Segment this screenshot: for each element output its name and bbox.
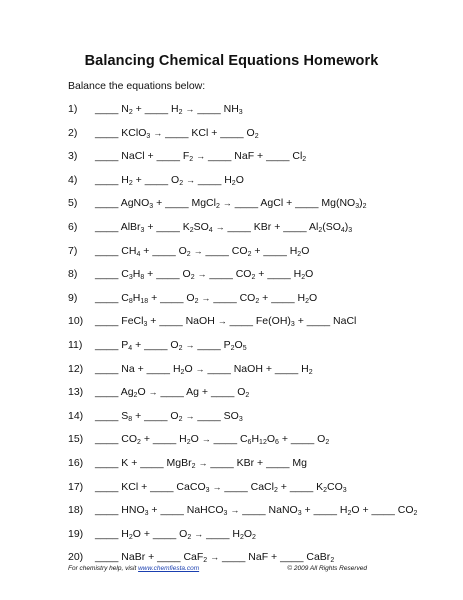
equation-number: 10) xyxy=(68,315,84,328)
equation-text: ____ $C_3H_8$ + ____ $O_2$ → ____ $CO_2$ + ____ $H_2O$ xyxy=(95,268,314,282)
equation-row xyxy=(0,101,463,117)
equation-number: 20) xyxy=(68,551,84,564)
yield-arrow-icon: → xyxy=(195,363,205,374)
equation-text: ____ NaCl + ____ $F_2$ → ____ NaF + ____ $Cl_2$ xyxy=(95,150,307,164)
equation-text: ____ $CO_2$ + ____ $H_2O$ → ____ $C_6H_{12}O_6$ + ____ $O_2$ xyxy=(95,433,330,447)
footer-help-link[interactable]: www.chemfiesta.com xyxy=(138,565,200,572)
equation-row xyxy=(0,479,463,495)
equation-text: ____ AgNO$_3$ + ____ MgCl$_2$ → ____ AgCl + ____ $Mg(NO_3)_2$ xyxy=(95,197,367,211)
equation-row xyxy=(0,290,463,306)
footer-copyright: © 2009 All Rights Reserved xyxy=(287,565,367,572)
yield-arrow-icon: → xyxy=(210,552,220,563)
equation-text: ____ $Ag_2O$ → ____ Ag + ____ $O_2$ xyxy=(95,386,250,400)
equation-number: 16) xyxy=(68,457,84,469)
equation-row xyxy=(0,361,463,377)
equation-text: ____ FeCl$_3$ + ____ NaOH → ____ $Fe(OH)_3$ + ____ NaCl xyxy=(95,315,357,329)
equation-text: ____ $H_2$ + ____ $O_2$ → ____ $H_2O$ xyxy=(95,173,244,187)
yield-arrow-icon: → xyxy=(215,222,225,232)
equation-row xyxy=(0,125,463,141)
equation-row xyxy=(0,266,463,282)
equation-text: ____ $S_8$ + ____ $O_2$ → ____ $SO_3$ xyxy=(95,409,243,423)
footer-help xyxy=(68,565,199,572)
footer-help-prefix: For chemistry help, visit xyxy=(68,565,139,572)
equation-number: 13) xyxy=(68,386,84,399)
yield-arrow-icon: → xyxy=(222,198,232,209)
equation-number: 12) xyxy=(68,362,84,375)
yield-arrow-icon: → xyxy=(194,528,204,539)
yield-arrow-icon: → xyxy=(201,434,211,445)
equation-row xyxy=(0,337,463,353)
instructions-text: Balance the equations below: xyxy=(68,80,206,92)
equation-text: ____ $CH_4$ + ____ $O_2$ → ____ $CO_2$ + ____ $H_2O$ xyxy=(95,244,310,258)
equation-number: 9) xyxy=(68,291,78,304)
equation-text: ____ K + ____ MgBr$_2$ → ____ KBr + ____ Mg xyxy=(95,457,307,470)
equation-row xyxy=(0,431,463,447)
equation-number: 11) xyxy=(68,339,83,351)
equation-number: 15) xyxy=(68,433,84,446)
equation-row xyxy=(0,408,463,424)
equation-number: 14) xyxy=(68,409,84,422)
yield-arrow-icon: → xyxy=(148,387,158,398)
equation-row xyxy=(0,148,463,164)
equation-row xyxy=(0,549,463,565)
yield-arrow-icon: → xyxy=(186,174,196,185)
equation-text: ____ $P_4$ + ____ $O_2$ → ____ $P_2O_5$ xyxy=(95,339,247,352)
page-title: Balancing Chemical Equations Homework xyxy=(84,53,379,69)
equation-text: ____ $C_8H_{18}$ + ____ $O_2$ → ____ $CO_2$ + ____ $H_2O$ xyxy=(95,291,318,305)
equation-number: 3) xyxy=(68,150,78,163)
equation-text: ____ KClO$_3$ → ____ KCl + ____ $O_2$ xyxy=(95,126,259,140)
equation-text: ____ NaBr + ____ CaF$_2$ → ____ NaF + ____ CaBr$_2$ xyxy=(95,551,335,565)
equation-row xyxy=(0,195,463,211)
equation-number: 19) xyxy=(68,527,84,540)
equation-text: ____ KCl + ____ CaCO$_3$ → ____ CaCl$_2$ + ____ $K_2CO_3$ xyxy=(95,480,347,494)
equation-row xyxy=(0,172,463,188)
yield-arrow-icon: → xyxy=(153,127,163,138)
equation-number: 1) xyxy=(68,103,78,115)
yield-arrow-icon: → xyxy=(198,458,208,468)
yield-arrow-icon: → xyxy=(185,340,195,350)
equation-row xyxy=(0,502,463,518)
yield-arrow-icon: → xyxy=(217,316,227,327)
equation-text: ____ $HNO_3$ + ____ NaHCO$_3$ → ____ NaNO$_3$ + ____ $H_2O$ + ____ $CO_2$ xyxy=(95,504,418,518)
equation-row xyxy=(0,384,463,400)
yield-arrow-icon: → xyxy=(196,151,206,162)
equation-text: ____ Na + ____ $H_2O$ → ____ NaOH + ____ $H_2$ xyxy=(95,362,313,376)
equation-number: 7) xyxy=(68,244,78,257)
equation-number: 18) xyxy=(68,504,84,517)
equation-number: 6) xyxy=(68,221,78,233)
equation-text: ____ AlBr$_3$ + ____ $K_2SO_4$ → ____ KBr + ____ $Al_2(SO_4)_3$ xyxy=(95,221,353,234)
equation-text: ____ $H_2O$ + ____ $O_2$ → ____ $H_2O_2$ xyxy=(95,527,256,541)
yield-arrow-icon: → xyxy=(185,410,195,421)
yield-arrow-icon: → xyxy=(201,292,211,303)
equation-number: 5) xyxy=(68,197,78,210)
equation-row xyxy=(0,313,463,329)
equation-text: ____ $N_2$ + ____ $H_2$ → ____ $NH_3$ xyxy=(95,103,243,116)
equation-row xyxy=(0,243,463,259)
equation-number: 17) xyxy=(68,480,84,493)
equation-row xyxy=(0,455,463,471)
yield-arrow-icon: → xyxy=(185,104,195,114)
yield-arrow-icon: → xyxy=(197,269,207,280)
equation-row xyxy=(0,219,463,235)
equation-number: 2) xyxy=(68,126,78,139)
equation-number: 4) xyxy=(68,173,78,186)
equation-number: 8) xyxy=(68,268,78,281)
yield-arrow-icon: → xyxy=(193,245,203,256)
yield-arrow-icon: → xyxy=(230,505,240,516)
yield-arrow-icon: → xyxy=(212,481,222,492)
equation-row xyxy=(0,526,463,542)
